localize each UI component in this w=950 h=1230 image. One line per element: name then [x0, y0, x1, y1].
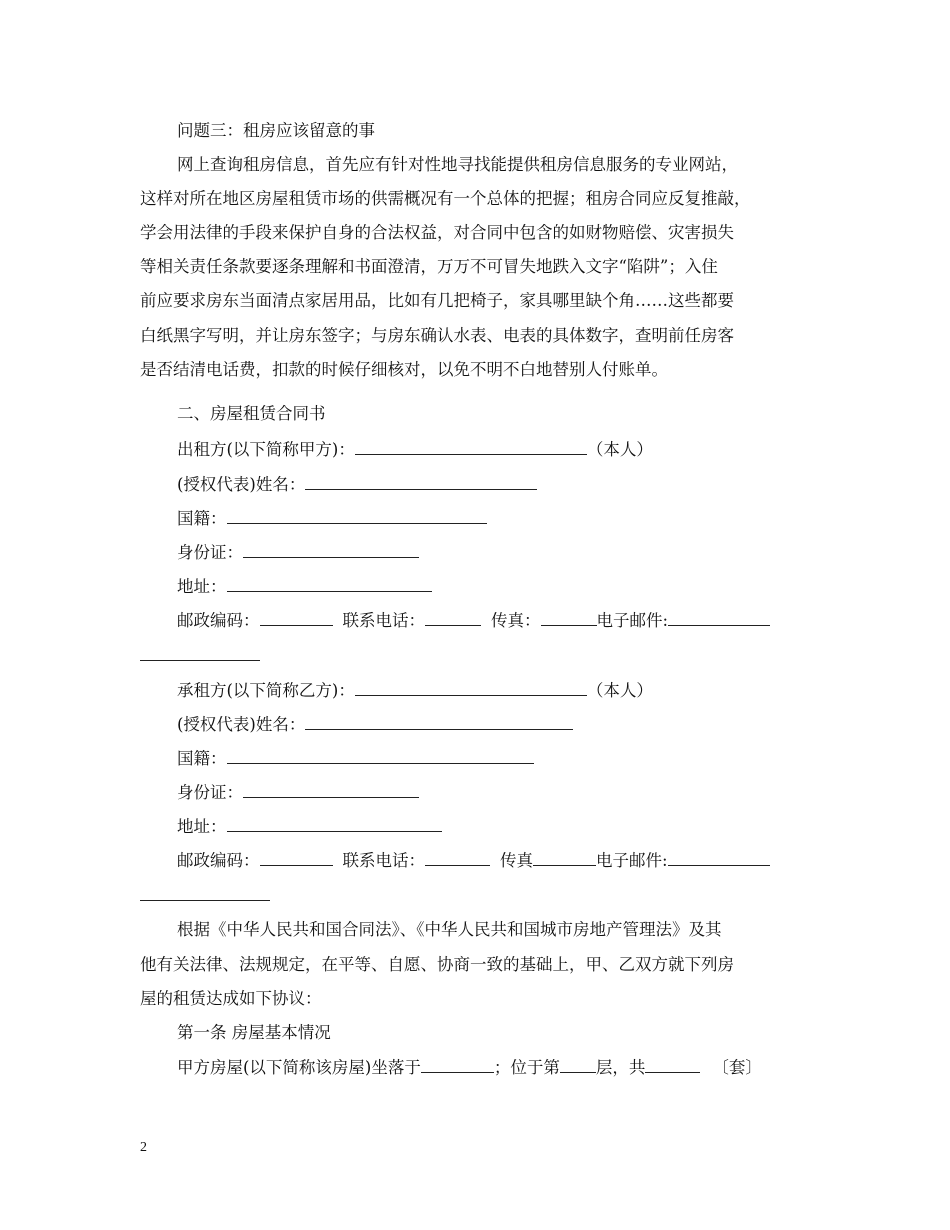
- article-1-line: [177, 1057, 762, 1078]
- lessor-name-row: [177, 439, 653, 460]
- lessee-id-row: [177, 782, 419, 803]
- lessor-address-row: [177, 576, 432, 597]
- lessee-email-label: 电子邮件:: [596, 851, 668, 870]
- lessor-nationality-label: 国籍：: [177, 509, 227, 528]
- lessee-nationality-label: 国籍：: [177, 749, 227, 768]
- lessor-address-blank: [227, 576, 432, 592]
- article-1-title: 第一条 房屋基本情况: [177, 1023, 331, 1042]
- lessee-fax-blank: [533, 850, 596, 866]
- lessor-phone-label: 联系电话：: [342, 611, 425, 630]
- paragraph-line: 这样对所在地区房屋租赁市场的供需概况有一个总体的把握；租房合同应反复推敲，: [140, 189, 751, 208]
- article-1-text-b: ；位于第: [493, 1058, 560, 1077]
- lessor-agent-blank: [305, 474, 537, 490]
- lessee-address-label: 地址：: [177, 817, 227, 836]
- paragraph-line: 等相关责任条款要逐条理解和书面澄清，万万不可冒失地跌入文字“陷阱”；入住: [140, 257, 718, 276]
- preamble-line: 他有关法律、法规规定，在平等、自愿、协商一致的基础上，甲、乙双方就下列房: [140, 955, 734, 974]
- lessee-fax-label: 传真: [500, 851, 533, 870]
- lessee-id-blank: [243, 782, 419, 798]
- lessor-email-blank: [668, 610, 770, 626]
- lessor-fax-label: 传真：: [491, 611, 541, 630]
- lessee-email-blank: [668, 850, 770, 866]
- paragraph-line: 白纸黑字写明，并让房东签字；与房东确认水表、电表的具体数字，查明前任房客: [140, 326, 734, 345]
- preamble-line: 屋的租赁达成如下协议：: [140, 989, 322, 1008]
- lessee-phone-label: 联系电话：: [342, 851, 425, 870]
- lessee-name-blank: [355, 680, 587, 696]
- lessee-name-row: [177, 680, 653, 701]
- lessor-agent-label: (授权代表)姓名：: [177, 475, 306, 494]
- lessee-agent-row: [177, 714, 573, 735]
- lessor-address-label: 地址：: [177, 577, 227, 596]
- lessor-name-label: 出租方(以下简称甲方)：: [177, 440, 355, 459]
- lessee-id-label: 身份证：: [177, 783, 243, 802]
- lessor-nationality-row: [177, 508, 487, 529]
- lessee-name-label: 承租方(以下简称乙方)：: [177, 681, 355, 700]
- contract-title: 二、房屋租赁合同书: [177, 404, 326, 423]
- lessee-email-continuation: [140, 885, 270, 906]
- paragraph-line: 前应要求房东当面清点家居用品，比如有几把椅子，家具哪里缺个角……这些都要: [140, 291, 734, 310]
- lessor-email-continuation: [140, 645, 260, 666]
- total-blank: [645, 1057, 700, 1073]
- lessor-agent-row: [177, 474, 537, 495]
- preamble-line: 根据《中华人民共和国合同法》、《中华人民共和国城市房地产管理法》及其: [177, 920, 722, 939]
- lessor-id-label: 身份证：: [177, 543, 243, 562]
- lessor-id-row: [177, 542, 419, 563]
- article-1-text-c: 层，共: [595, 1058, 646, 1077]
- lessor-nationality-blank: [227, 508, 487, 524]
- lessor-contact-row: [177, 610, 770, 631]
- lessee-agent-blank: [305, 714, 573, 730]
- section-title-3: 问题三：租房应该留意的事: [177, 121, 375, 140]
- lessee-address-row: [177, 816, 442, 837]
- paragraph-line: 是否结清电话费，扣款的时候仔细核对，以免不明不白地替别人付账单。: [140, 360, 668, 379]
- paragraph-line: 网上查询租房信息，首先应有针对性地寻找能提供租房信息服务的专业网站，: [177, 155, 738, 174]
- article-1-text-a: 甲方房屋(以下简称该房屋)坐落于: [177, 1058, 421, 1077]
- lessee-email-blank-cont: [140, 885, 270, 901]
- lessee-agent-label: (授权代表)姓名：: [177, 715, 306, 734]
- lessee-postcode-label: 邮政编码：: [177, 851, 260, 870]
- lessee-address-blank: [227, 816, 442, 832]
- page-number: 2: [140, 1140, 147, 1155]
- lessee-nationality-blank: [227, 748, 534, 764]
- lessor-name-blank: [355, 439, 587, 455]
- lessee-nationality-row: [177, 748, 534, 769]
- lessee-self-label: （本人）: [586, 681, 653, 700]
- lessee-contact-row: [177, 850, 770, 871]
- article-1-text-d: 〔套〕: [712, 1058, 762, 1077]
- lessor-id-blank: [243, 542, 419, 558]
- location-blank: [421, 1057, 494, 1073]
- lessor-phone-blank: [425, 610, 481, 626]
- lessee-phone-blank: [425, 850, 490, 866]
- lessee-postcode-blank: [260, 850, 333, 866]
- lessor-email-blank-cont: [140, 645, 260, 661]
- paragraph-line: 学会用法律的手段来保护自身的合法权益，对合同中包含的如财物赔偿、灾害损失: [140, 223, 734, 242]
- lessor-postcode-blank: [260, 610, 333, 626]
- lessor-email-label: 电子邮件:: [596, 611, 669, 630]
- lessor-self-label: （本人）: [586, 440, 653, 459]
- lessor-fax-blank: [541, 610, 597, 626]
- floor-blank: [560, 1057, 596, 1073]
- lessor-postcode-label: 邮政编码：: [177, 611, 260, 630]
